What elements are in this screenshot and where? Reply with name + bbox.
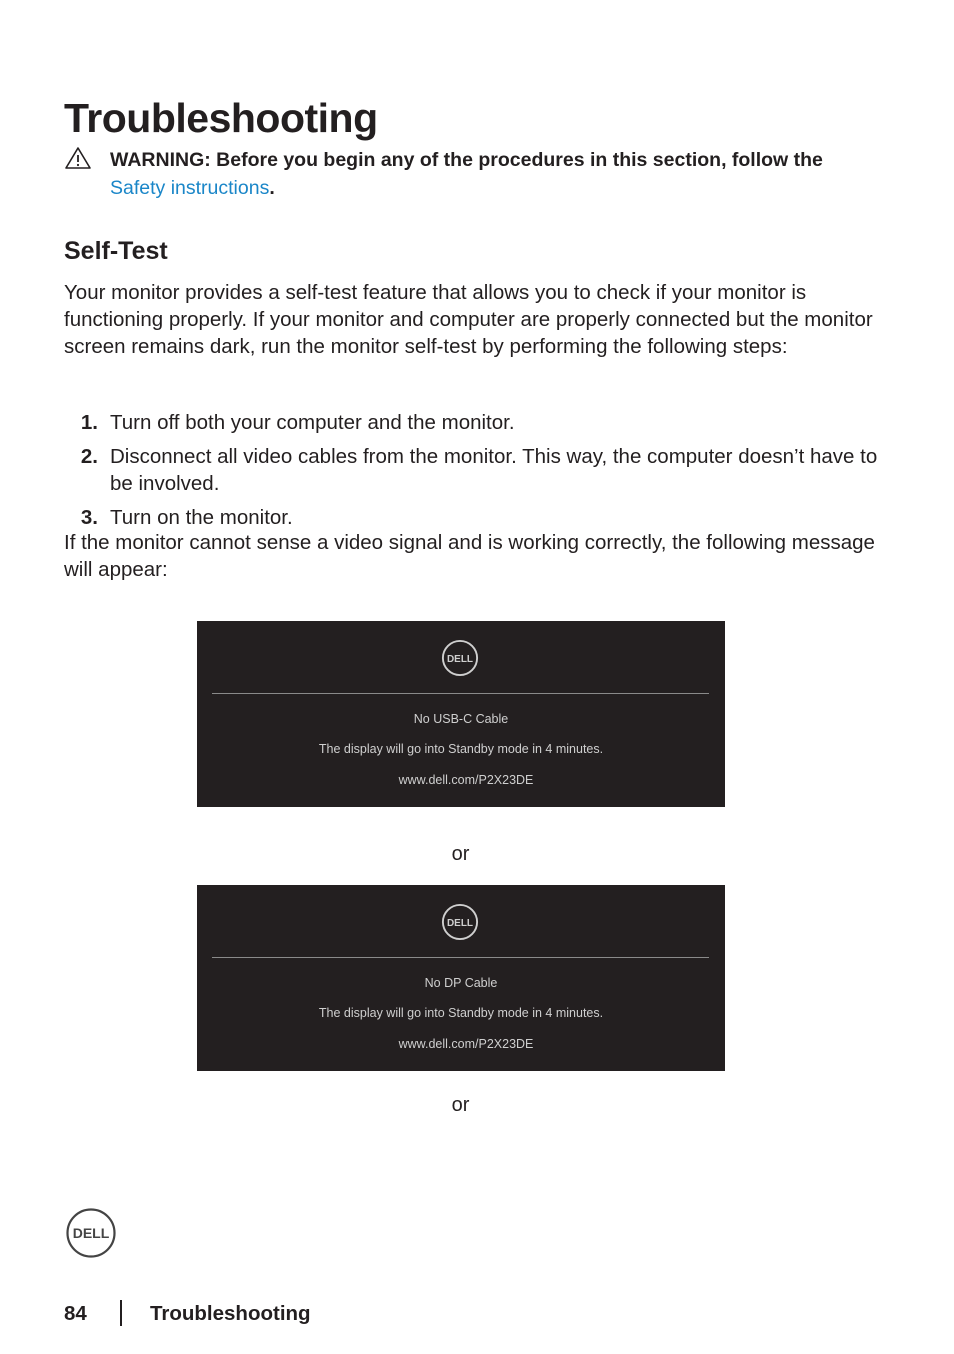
dell-logo-icon <box>441 903 479 941</box>
step-text: Turn off both your computer and the monitor. <box>110 411 515 434</box>
or-separator: or <box>451 1094 470 1116</box>
osd-message-usb-c <box>197 621 725 807</box>
dell-logo-icon <box>65 1207 117 1259</box>
safety-instructions-link[interactable]: Safety instructions <box>110 177 270 199</box>
footer-page-number: 84 <box>64 1302 87 1325</box>
osd-divider <box>212 957 709 958</box>
osd-cable-message: No DP Cable <box>424 976 498 990</box>
warning-triangle-icon <box>64 146 92 170</box>
warning-text-end: . <box>269 177 275 199</box>
svg-text:DELL: DELL <box>446 653 474 665</box>
outro-paragraph: If the monitor cannot sense a video signal and is working correctly, the following message will appear: <box>64 531 875 581</box>
footer-section-name: Troubleshooting <box>150 1302 311 1325</box>
intro-paragraph: Your monitor provides a self-test feature that allows you to check if your monitor is functioning properly. If your monitor and computer are properly connected but the monitor screen remains dark, run the monitor self-test by performing the following steps: <box>64 281 873 358</box>
or-separator: or <box>451 843 470 865</box>
step-text: Turn on the monitor. <box>110 506 293 529</box>
step-number: 1. <box>80 411 98 434</box>
dell-logo-icon <box>441 639 479 677</box>
osd-message-dp <box>197 885 725 1071</box>
osd-divider <box>212 693 709 694</box>
section-title-self-test: Self-Test <box>64 237 168 265</box>
osd-url: www.dell.com/P2X23DE <box>398 1037 534 1051</box>
svg-text:DELL: DELL <box>446 917 474 929</box>
svg-text:DELL: DELL <box>72 1225 110 1241</box>
osd-cable-message: No USB-C Cable <box>413 712 509 726</box>
warning-text: WARNING: Before you begin any of the procedures in this section, follow the <box>110 149 823 171</box>
step-number: 2. <box>80 445 98 468</box>
page-title: Troubleshooting <box>64 95 378 141</box>
step-number: 3. <box>80 506 98 529</box>
osd-url: www.dell.com/P2X23DE <box>398 773 534 787</box>
osd-standby-message: The display will go into Standby mode in 4 minutes. <box>318 742 604 756</box>
warning-message <box>110 146 870 202</box>
step-text: Disconnect all video cables from the monitor. This way, the computer doesn’t have to be involved. <box>110 445 878 495</box>
footer-divider <box>120 1300 122 1326</box>
osd-standby-message: The display will go into Standby mode in 4 minutes. <box>318 1006 604 1020</box>
